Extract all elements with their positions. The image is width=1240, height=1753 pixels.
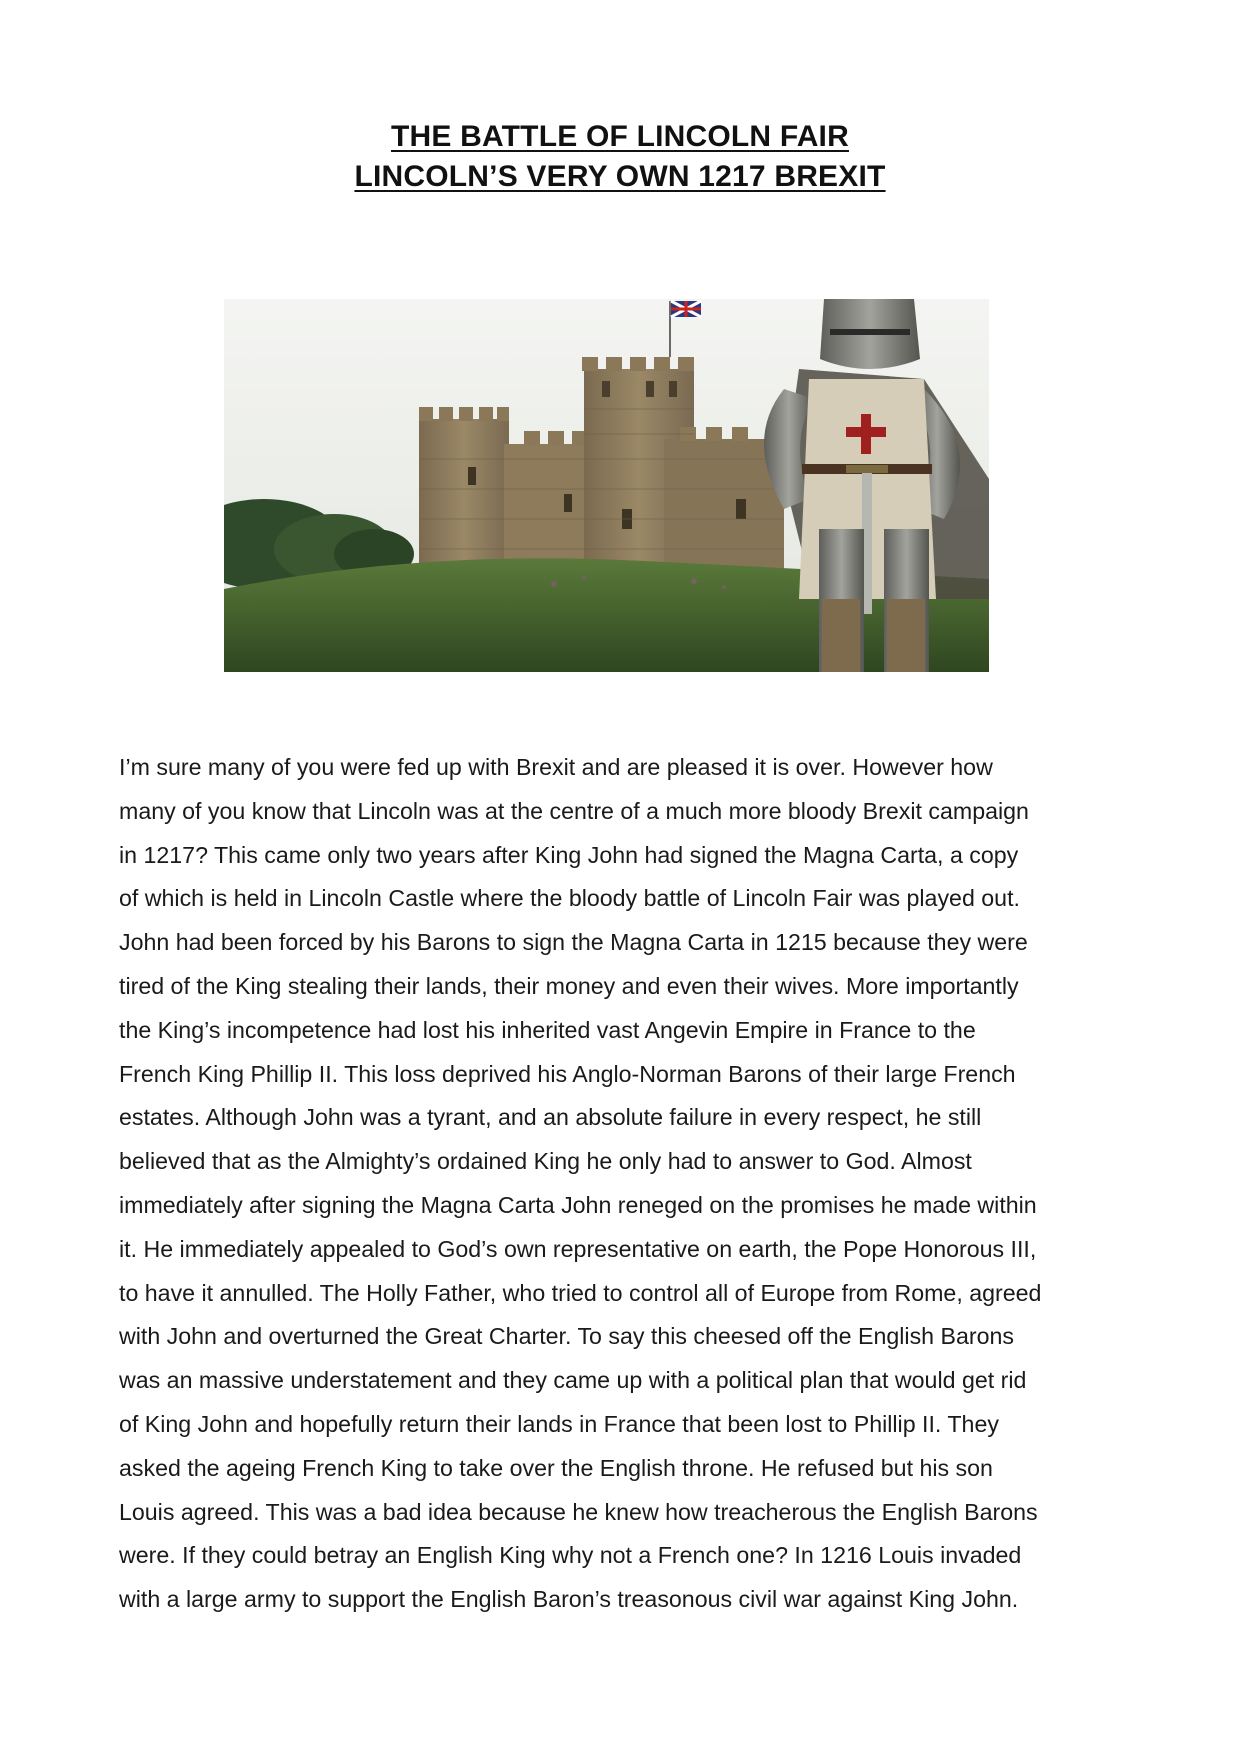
title-block <box>0 117 1240 197</box>
castle-knight-illustration <box>224 299 989 672</box>
page-subtitle: LINCOLN’S VERY OWN 1217 BREXIT <box>354 160 886 193</box>
page-title: THE BATTLE OF LINCOLN FAIR <box>391 120 849 153</box>
castle-knight-image <box>224 299 989 672</box>
paragraph: John had been forced by his Barons to sign the Magna Carta in 1215 because they were tired of the King stealing their lands, their money and even their wives. More importantly the King’s incompetence had lost his inherited vast Angevin Empire in France to the French King Phillip II. This loss deprived his Anglo-Norman Barons of their large French estates. Although John was a tyrant, and an absolute failure in every respect, he still believed that as the Almighty’s ordained King he only had to answer to God. Almost immediately after signing the Magna Carta John reneged on the promises he made within it. He immediately appealed to God’s own representative on earth, the Pope Honorous III, to have it annulled. The Holly Father, who tried to control all of Europe from Rome, agreed with John and overturned the Great Charter. To say this cheesed off the English Barons was an massive understatement and they came up with a political plan that would get rid of King John and hopefully return their lands in France that been lost to Phillip II. They asked the ageing French King to take over the English throne. He refused but his son Louis agreed. This was a bad idea because he knew how treacherous the English Barons were. If they could betray an English King why not a French one? In 1216 Louis invaded with a large army to support the English Baron’s treasonous civil war against King John. <box>119 929 1042 1613</box>
paragraph: I’m sure many of you were fed up with Brexit and are pleased it is over. However how many of you know that Lincoln was at the centre of a much more bloody Brexit campaign in 1217? This came only two years after King John had signed the Magna Carta, a copy of which is held in Lincoln Castle where the bloody battle of Lincoln Fair was played out. <box>119 754 1029 912</box>
article-body <box>119 746 1139 1622</box>
